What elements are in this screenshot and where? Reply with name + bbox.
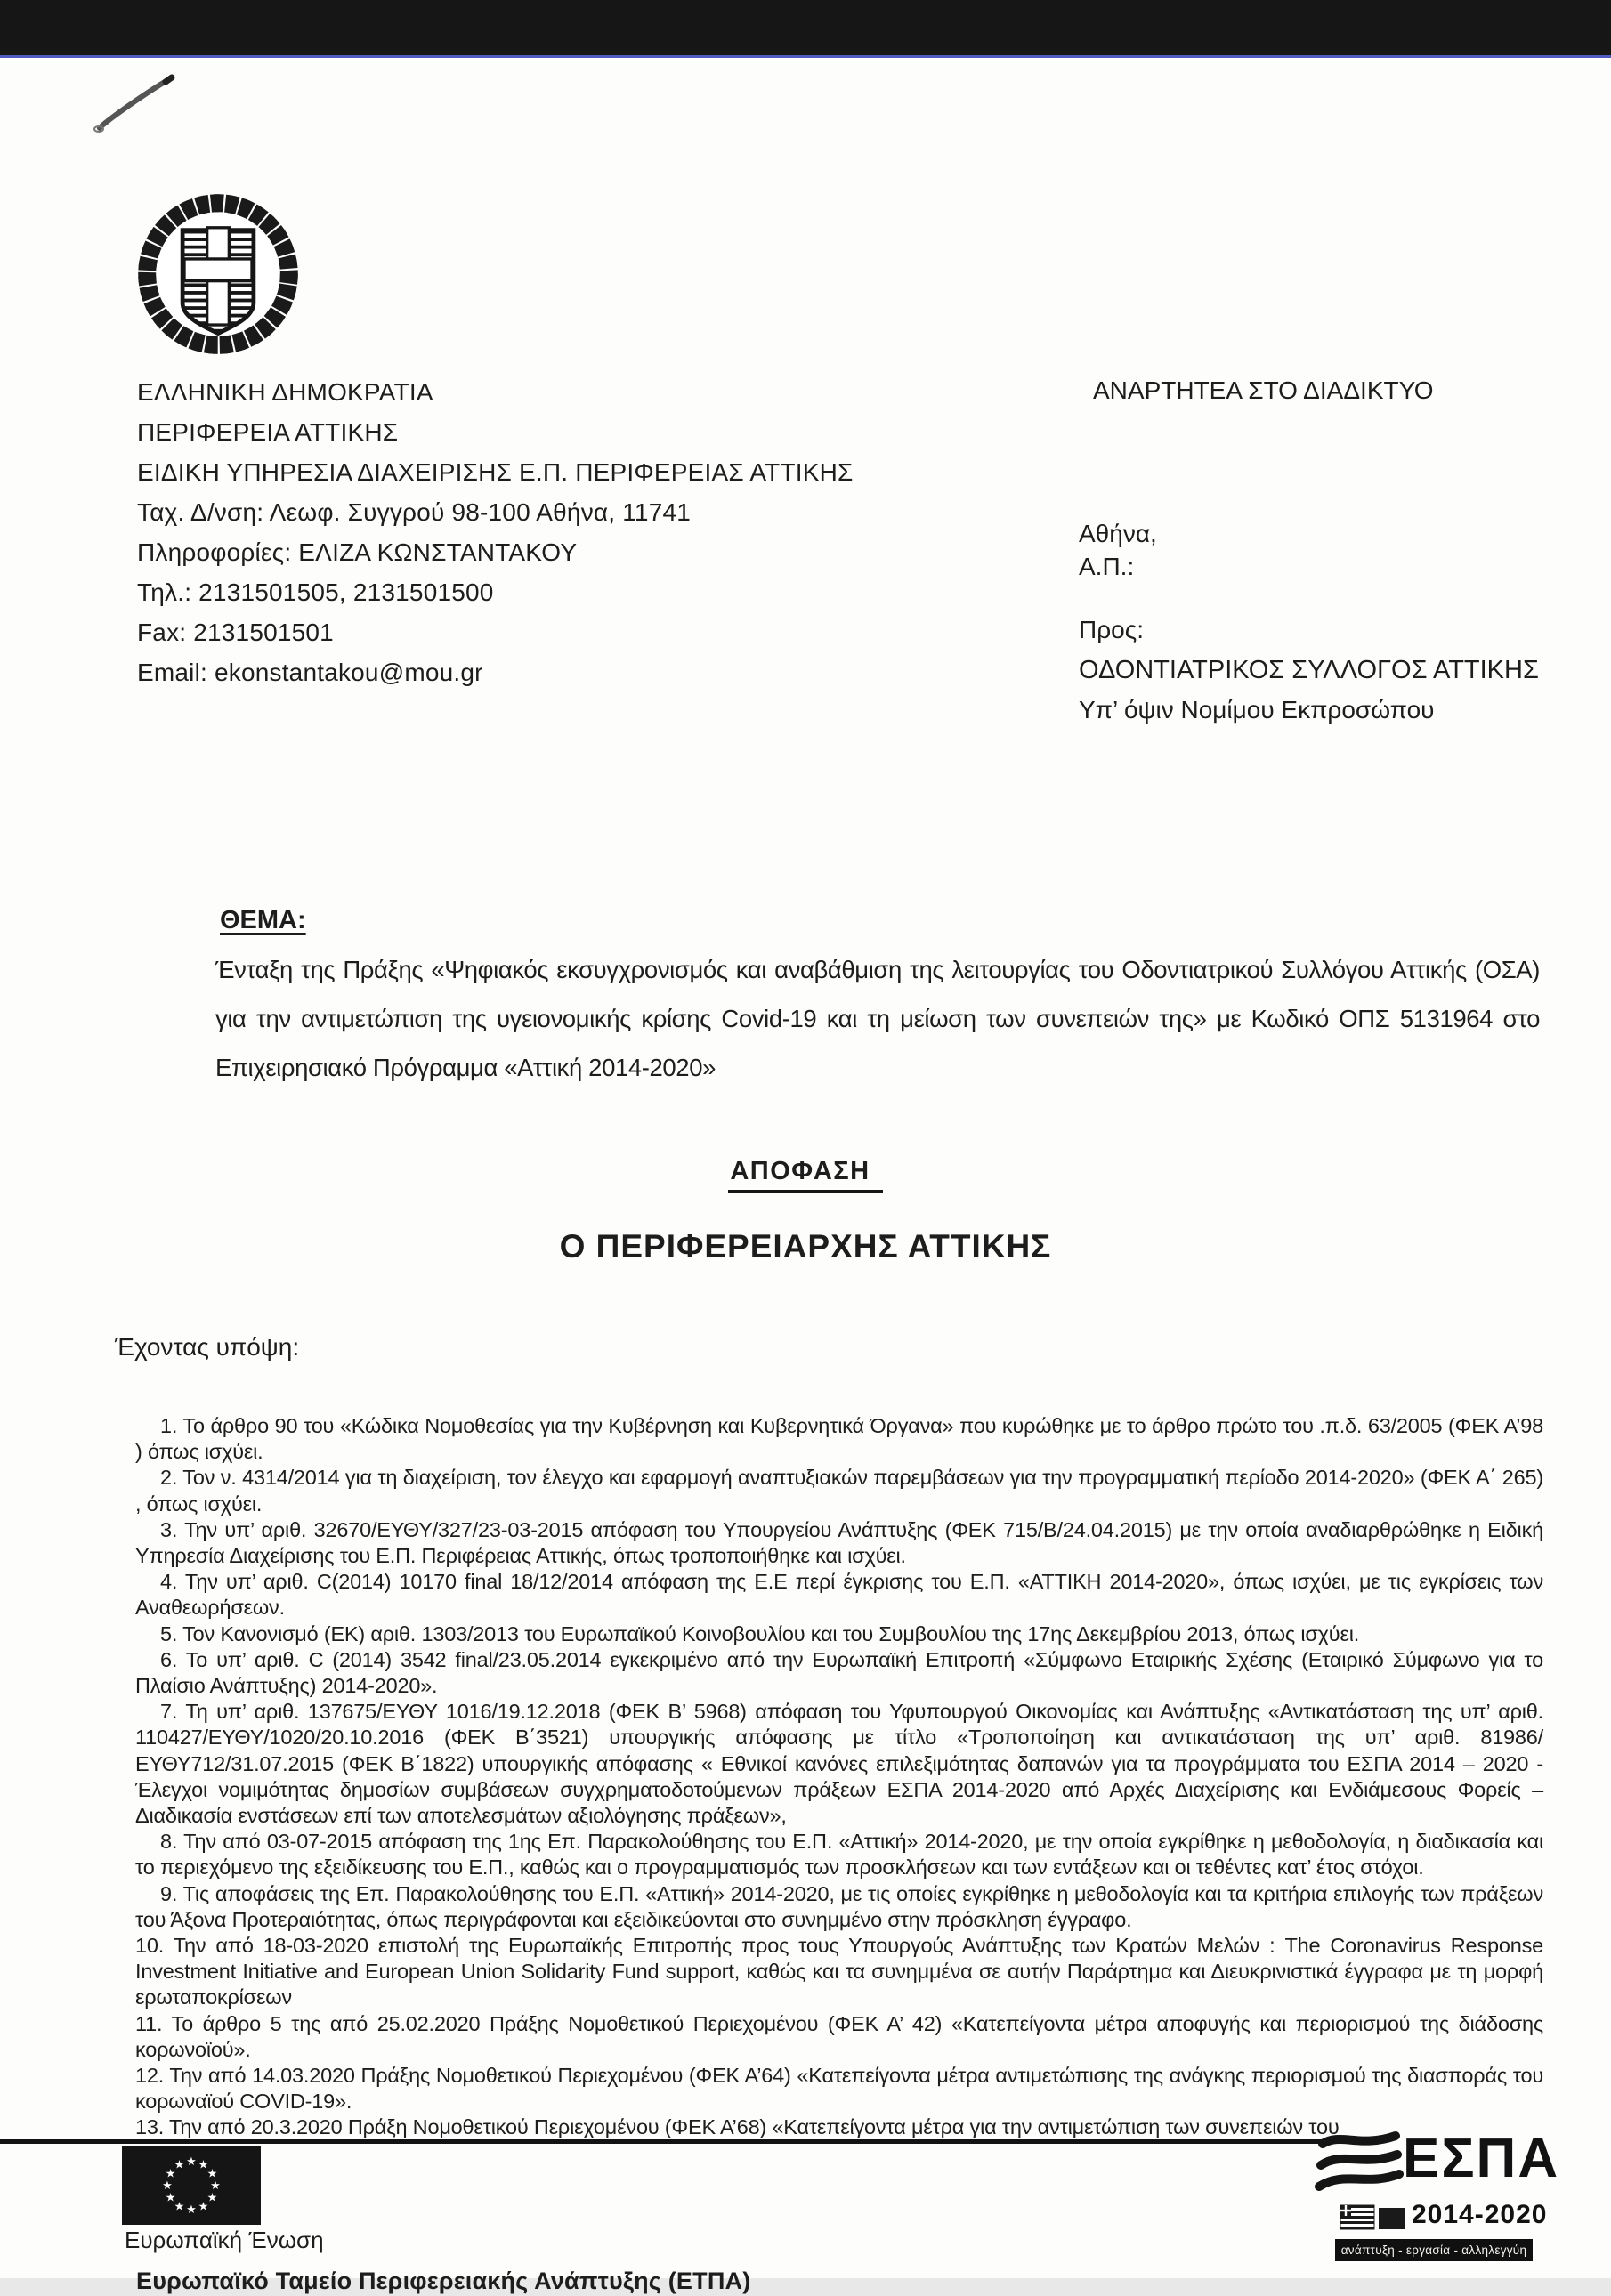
list-item: 9. Τις αποφάσεις της Επ. Παρακολούθησης του Ε.Π. «Αττική» 2014-2020, με τις οποίες εγκρίθηκε η μεθοδολογία και τα κριτήρια επιλογής των πράξεων του Άξονα Προτεραιότητας, όπως περιγράφονται και εξειδικεύονται στο συνημμένο στην πρόσκληση έγγραφο. bbox=[135, 1881, 1543, 1931]
eu-flag-icon bbox=[122, 2146, 261, 2225]
scan-top-bar-accent bbox=[0, 55, 1611, 58]
eu-flag-caption: Ευρωπαϊκή Ένωση bbox=[125, 2227, 324, 2253]
decision-heading: ΑΠΟΦΑΣΗ bbox=[728, 1157, 882, 1193]
city-date-line: Αθήνα, bbox=[1079, 520, 1157, 547]
svg-text:★: ★ bbox=[198, 2158, 209, 2172]
recipient-attn: Υπ’ όψιν Νομίμου Εκπροσώπου bbox=[1079, 696, 1435, 724]
svg-text:★: ★ bbox=[165, 2167, 176, 2181]
org-managing-authority: ΕΙΔΙΚΗ ΥΠΗΡΕΣΙΑ ΔΙΑΧΕΙΡΙΣΗΣ Ε.Π. ΠΕΡΙΦΕΡΕΙΑΣ ΑΤΤΙΚΗΣ bbox=[137, 458, 854, 486]
decision-authority-wrap bbox=[0, 1228, 1611, 1265]
espa-wordmark: ΕΣΠΑ bbox=[1403, 2128, 1560, 2189]
list-item: 4. Την υπ’ αριθ. C(2014) 10170 final 18/12/2014 απόφαση της Ε.Ε περί έγκρισης του Ε.Π. «ΑΤΤΙΚΗ 2014-2020», όπως ισχύει, με τις εγκρίσεις των Αναθεωρήσεων. bbox=[135, 1570, 1543, 1620]
sender-phone: Τηλ.: 2131501505, 2131501500 bbox=[137, 578, 494, 606]
sender-contact-person: Πληροφορίες: ΕΛΙΖΑ ΚΩΝΣΤΑΝΤΑΚΟΥ bbox=[137, 538, 578, 566]
espa-years: 2014-2020 bbox=[1412, 2200, 1548, 2229]
org-republic: ΕΛΛΗΝΙΚΗ ΔΗΜΟΚΡΑΤΙΑ bbox=[137, 378, 433, 406]
svg-text:★: ★ bbox=[186, 2203, 197, 2217]
greek-flag-icon bbox=[1340, 2205, 1374, 2229]
svg-text:★: ★ bbox=[162, 2179, 173, 2193]
sender-fax: Fax: 2131501501 bbox=[137, 618, 334, 646]
list-item: 5. Τον Κανονισμό (ΕΚ) αριθ. 1303/2013 του Ευρωπαϊκού Κοινοβουλίου και του Συμβουλίου της 17ης Δεκεμβρίου 2013, όπως ισχύει. bbox=[160, 1621, 1360, 1645]
subject-text: Ένταξη της Πράξης «Ψηφιακός εκσυγχρονισμός και αναβάθμιση της λειτουργίας του Οδοντιατρικού Συλλόγου Αττικής (ΟΣΑ) για την αντιμετώπιση της υγειονομικής κρίσης Covid-19 και τη μείωση των συνεπειών της» με Κωδικό ΟΠΣ 5131964 στο Επιχειρησιακό Πρόγραμμα «Αττική 2014-2020» bbox=[215, 956, 1540, 1081]
espa-waves-icon bbox=[1316, 2130, 1401, 2195]
espa-motto-banner: ανάπτυξη - εργασία - αλληλεγγύη bbox=[1335, 2239, 1533, 2261]
list-item: 8. Την από 03-07-2015 απόφαση της 1ης Επ. Παρακολούθησης του Ε.Π. «Αττική» 2014-2020, με την οποία εγκρίθηκε η μεθοδολογία, η διαδικασία και το περιεχόμενο της εξειδίκευσης του Ε.Π., καθώς και ο προγραμματισμός των προσκλήσεων και των εντάξεων και οι τεθέντες κατ’ έτος στόχοι. bbox=[135, 1830, 1543, 1880]
footer-separator bbox=[0, 2139, 1375, 2144]
list-item: 12. Την από 14.03.2020 Πράξης Νομοθετικού Περιεχομένου (ΦΕΚ Α’64) «Κατεπείγοντα μέτρα αντιμετώπισης της ανάγκης περιορισμού της διασποράς του κορωναϊού COVID-19». bbox=[135, 2064, 1543, 2114]
eu-mini-flag-icon bbox=[1379, 2208, 1405, 2229]
svg-text:★: ★ bbox=[210, 2179, 221, 2193]
considerations-list bbox=[135, 1413, 1543, 2141]
svg-text:★: ★ bbox=[206, 2167, 218, 2181]
sender-address: Ταχ. Δ/νση: Λεωφ. Συγγρού 98-100 Αθήνα, 11741 bbox=[137, 498, 692, 526]
recipient-name: ΟΔΟΝΤΙΑΤΡΙΚΟΣ ΣΥΛΛΟΓΟΣ ΑΤΤΙΚΗΣ bbox=[1079, 656, 1539, 684]
pen-mark-icon bbox=[87, 71, 185, 138]
bottom-cut-line: Ευρωπαϊκό Ταμείο Περιφερειακής Ανάπτυξης (ΕΤΠΑ) bbox=[136, 2268, 751, 2294]
hellenic-republic-emblem-icon bbox=[134, 183, 303, 367]
decision-authority: Ο ΠΕΡΙΦΕΡΕΙΑΡΧΗΣ ΑΤΤΙΚΗΣ bbox=[559, 1228, 1052, 1265]
list-item: 3. Την υπ’ αριθ. 32670/ΕΥΘΥ/327/23-03-2015 απόφαση του Υπουργείου Ανάπτυξης (ΦΕΚ 715/Β/24.04.2015) με την οποία αναδιαρθρώθηκε η Ειδική Υπηρεσία Διαχείρισης του Ε.Π. Περιφέρειας Αττικής, όπως τροποποιήθηκε και ισχύει. bbox=[135, 1517, 1543, 1568]
list-item: 10. Την από 18-03-2020 επιστολή της Ευρωπαϊκής Επιτροπής προς τους Υπουργούς Ανάπτυξης των Κρατών Μελών : The Coronavirus Response Investment Initiative and European Union Solidarity Fund support, καθώς και τα συνημμένα σε αυτήν Παράρτημα και Διευκρινιστικά έγγραφα με τη μορφή ερωταποκρίσεων bbox=[135, 1934, 1543, 2009]
list-item: 7. Τη υπ’ αριθ. 137675/ΕΥΘΥ 1016/19.12.2018 (ΦΕΚ Β’ 5968) απόφαση του Υφυπουργού Οικονομίας και Ανάπτυξης «Αντικατάσταση της υπ’ αριθ. 110427/ΕΥΘΥ/1020/20.10.2016 (ΦΕΚ Β΄3521) υπουργικής απόφασης με τίτλο «Τροποποίηση και αντικατάσταση της υπ’ αριθ. 81986/ΕΥΘΥ712/31.07.2015 (ΦΕΚ Β΄1822) υπουργικής απόφασης « Εθνικοί κανόνες επιλεξιμότητας δαπανών για τα προγράμματα του ΕΣΠΑ 2014 – 2020 - Έλεγχοι νομιμότητας δημοσίων συμβάσεων συγχρηματοδοτούμενων πράξεων ΕΣΠΑ 2014-2020 από Αρχές Διαχείρισης και Ενδιάμεσους Φορείς – Διαδικασία ενστάσεων επί των αποτελεσμάτων αξιολόγησης πράξεων», bbox=[135, 1700, 1543, 1828]
sender-email: Email: ekonstantakou@mou.gr bbox=[137, 659, 483, 686]
having-regard-label: Έχοντας υπόψη: bbox=[115, 1333, 300, 1361]
list-item: 1. Το άρθρο 90 του «Κώδικα Νομοθεσίας για την Κυβέρνηση και Κυβερνητικά Όργανα» που κυρώθηκε με το άρθρο πρώτο του .π.δ. 63/2005 (ΦΕΚ Α’98 ) όπως ισχύει. bbox=[135, 1414, 1543, 1464]
list-item: 13. Την από 20.3.2020 Πράξη Νομοθετικού Περιεχομένου (ΦΕΚ Α’68) «Κατεπείγοντα μέτρα για την αντιμετώπιση των συνεπειών του bbox=[135, 2115, 1340, 2139]
list-item: 11. Το άρθρο 5 της από 25.02.2020 Πράξης Νομοθετικού Περιεχομένου (ΦΕΚ Α’ 42) «Κατεπείγοντα μέτρα αποφυγής και περιορισμού της διάδοσης κορωνοϊού». bbox=[135, 2011, 1543, 2061]
org-region: ΠΕΡΙΦΕΡΕΙΑ ΑΤΤΙΚΗΣ bbox=[137, 418, 399, 446]
subject-label: ΘΕΜΑ: bbox=[220, 906, 306, 934]
svg-text:★: ★ bbox=[174, 2200, 185, 2214]
svg-text:★: ★ bbox=[206, 2191, 218, 2205]
svg-text:★: ★ bbox=[165, 2191, 176, 2205]
svg-text:★: ★ bbox=[174, 2158, 185, 2172]
svg-text:★: ★ bbox=[198, 2200, 209, 2214]
list-item: 6. Το υπ’ αριθ. C (2014) 3542 final/23.05.2014 εγκεκριμένο από την Ευρωπαϊκή Επιτροπή «Σύμφωνο Εταιρικής Σχέσης (Εταιρικό Σύμφωνο για το Πλαίσιο Ανάπτυξης) 2014-2020». bbox=[135, 1647, 1543, 1698]
pros-label: Προς: bbox=[1079, 616, 1144, 643]
protocol-number-line: Α.Π.: bbox=[1079, 553, 1135, 580]
decision-heading-wrap bbox=[0, 1157, 1611, 1193]
scan-top-bar bbox=[0, 0, 1611, 55]
svg-text:★: ★ bbox=[186, 2155, 197, 2169]
list-item: 2. Τον ν. 4314/2014 για τη διαχείριση, τον έλεγχο και εφαρμογή αναπτυξιακών παρεμβάσεων για την προγραμματική περίοδο 2014-2020» (ΦΕΚ Α΄ 265) , όπως ισχύει. bbox=[135, 1466, 1543, 1516]
sender-block bbox=[137, 372, 938, 692]
anartitea-label: ΑΝΑΡΤΗΤΕΑ ΣΤΟ ΔΙΑΔΙΚΤΥΟ bbox=[1093, 376, 1434, 404]
